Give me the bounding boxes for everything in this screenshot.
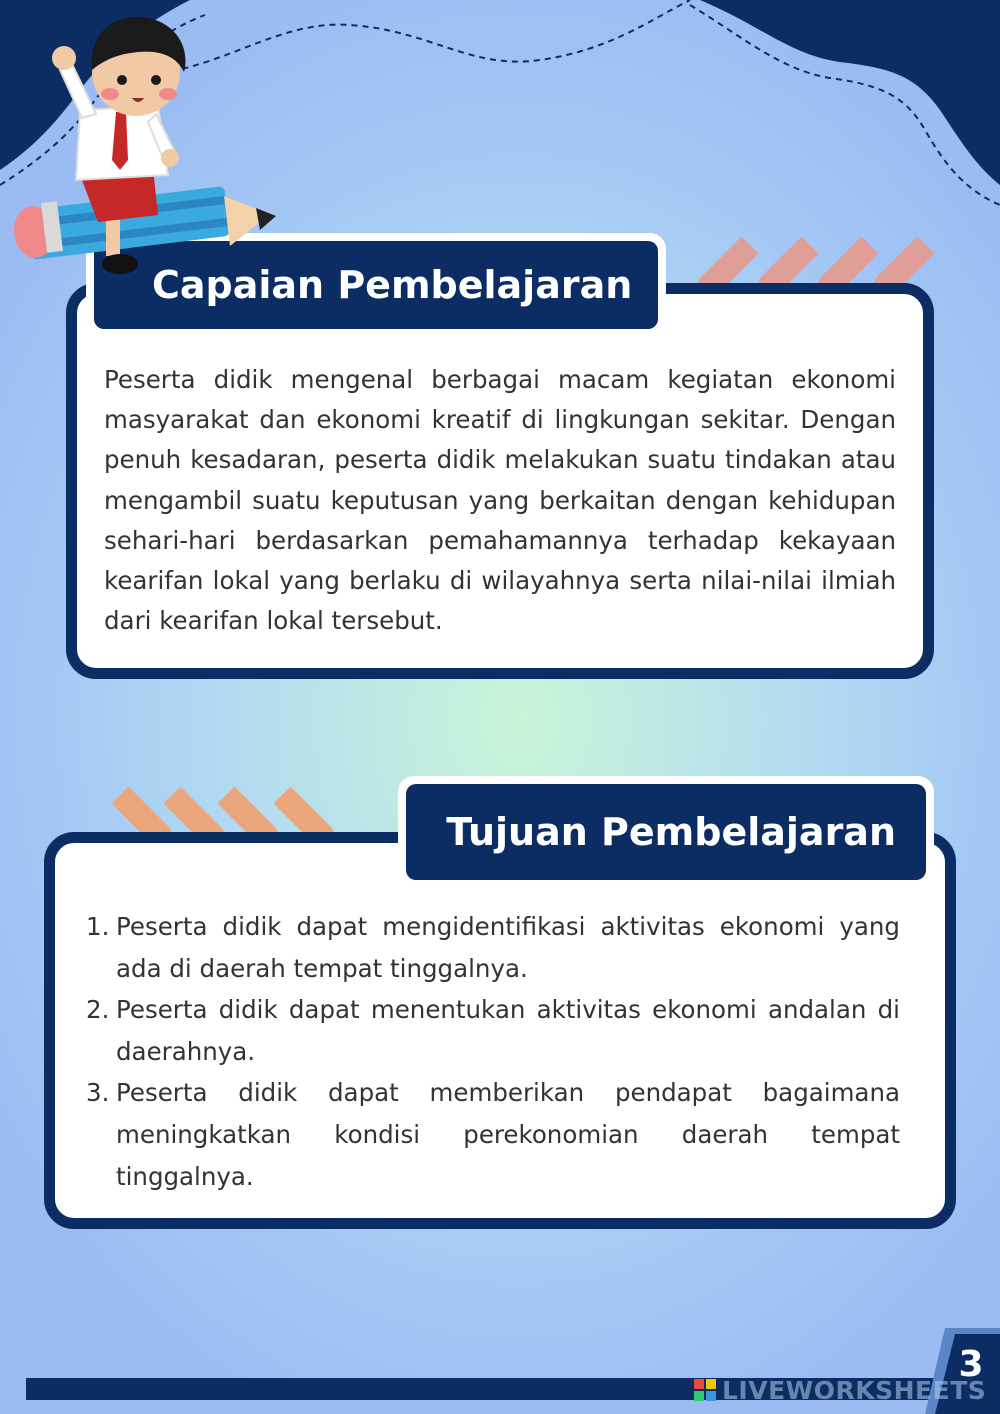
tujuan-list bbox=[86, 906, 900, 1197]
capaian-body: Peserta didik mengenal berbagai macam kegiatan ekonomi masyarakat dan ekonomi kreatif di lingkungan sekitar. Dengan penuh kesadaran, peserta didik melakukan suatu tindakan atau mengambil suatu keputusan yang berkaitan dengan kehidupan sehari-hari berdasarkan pemahamannya terhadap kekayaan kearifan lokal yang berlaku di wilayahnya serta nilai-nilai ilmiah dari kearifan lokal tersebut. bbox=[104, 365, 896, 636]
watermark-text: LIVEWORKSHEETS bbox=[722, 1375, 987, 1405]
list-item-number: 3. bbox=[86, 1078, 110, 1108]
tujuan-title-box bbox=[398, 776, 934, 888]
list-item-text: Peserta didik dapat menentukan aktivitas ekonomi andalan di daerahnya. bbox=[116, 995, 900, 1066]
list-item bbox=[86, 1072, 900, 1197]
list-item-number: 1. bbox=[86, 912, 110, 941]
list-item bbox=[86, 989, 900, 1072]
list-item-number: 2. bbox=[86, 995, 110, 1025]
capaian-title: Capaian Pembelajaran bbox=[94, 241, 658, 329]
list-item-text: Peserta didik dapat mengidentifikasi aktivitas ekonomi yang ada di daerah tempat tinggalnya. bbox=[116, 912, 900, 983]
top-right-wave bbox=[700, 0, 1000, 185]
tujuan-title: Tujuan Pembelajaran bbox=[406, 784, 926, 880]
student-on-pencil-icon bbox=[8, 10, 288, 280]
watermark bbox=[694, 1377, 986, 1403]
list-item bbox=[86, 906, 900, 989]
page-number: 3 bbox=[958, 1344, 984, 1385]
liveworksheets-logo-icon bbox=[694, 1379, 716, 1401]
list-item-text: Peserta didik dapat memberikan pendapat bagaimana meningkatkan kondisi perekonomian daerah tempat tinggalnya. bbox=[116, 1078, 900, 1191]
